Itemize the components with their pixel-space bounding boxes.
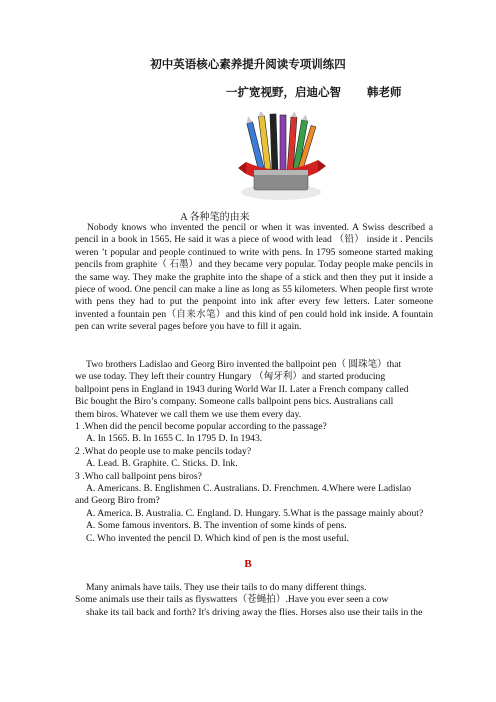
answer-options: A. Americans. B. Englishmen C. Australians. D. Frenchmen. 4.Where were Ladislao bbox=[86, 483, 412, 495]
paragraph-2-line: ballpoint pens in England in 1943 during World War II. Later a French company called bbox=[75, 383, 409, 395]
paragraph-1-text: Nobody knows who invented the pencil or when it was invented. A Swiss described a pencil in a book in 1565. He said it was a piece of wood with lead （铅） inside it . Pencils weren ’t popular and people continued to write with pens. In 1795 someone started making pencils from graphite（ 石墨）and they became very popular. Today people make pencils in the same way. They make the graphite into the shape of a stick and then they put it inside a piece of wood. One pencil can make a line as long as 55 kilometers. When people first wrote with pens they had to put the penpoint into ink after every few letters. Later someone invented a fountain pen（自来水笔）and this kind of pen could hold ink inside. A fountain pen can write several pages before you have to fill it again. bbox=[75, 222, 433, 333]
page-subtitle bbox=[226, 84, 402, 100]
subtitle-text: 一扩宽视野，启迪心智 bbox=[226, 85, 341, 99]
answer-options: A. America. B. Australia. C. England. D. Hungary. 5.What is the passage mainly about? bbox=[86, 507, 424, 519]
answer-options: A. Some famous inventors. B. The invention of some kinds of pens. bbox=[86, 520, 347, 532]
passage-a-paragraph-1 bbox=[75, 222, 433, 334]
paragraph-2-line: them biros. Whatever we call them we use them every day. bbox=[75, 408, 302, 420]
page-title: 初中英语核心素养提升阅读专项训练四 bbox=[150, 57, 346, 71]
pens-illustration bbox=[232, 112, 330, 204]
paragraph-2-line: we use today. They left their country Hungary （匈牙利）and started producing bbox=[75, 371, 386, 383]
answer-options: A. Lead. B. Graphite. C. Sticks. D. Ink. bbox=[86, 458, 238, 470]
section-a-heading: A 各种笔的由来 bbox=[180, 212, 250, 223]
section-b-heading: B bbox=[244, 558, 252, 570]
paragraph-2-line: Bic bought the Biro’s company. Someone calls ballpoint pens bics. Australians call bbox=[75, 396, 394, 408]
question-line: 3 .Who call ballpoint pens biros? bbox=[75, 470, 202, 482]
question-line: 2 .What do people use to make pencils today? bbox=[75, 445, 252, 457]
answer-options: C. Who invented the pencil D. Which kind of pen is the most useful. bbox=[86, 532, 349, 544]
passage-a-continuation bbox=[75, 359, 433, 545]
passage-b-line: Some animals use their tails as flyswatters（苍蝇拍）.Have you ever seen a cow bbox=[75, 594, 389, 606]
question-line: and Georg Biro from? bbox=[75, 495, 160, 507]
passage-b-line: Many animals have tails. They use their tails to do many different things. bbox=[86, 582, 367, 593]
answer-options: A. In 1565. B. In 1655 C. In 1795 D. In 1943. bbox=[86, 433, 263, 445]
author-name: 韩老师 bbox=[367, 85, 402, 99]
paragraph-2-line: Two brothers Ladislao and Georg Biro invented the ballpoint pen（ 圆珠笔）that bbox=[86, 359, 402, 370]
passage-b bbox=[75, 582, 433, 619]
question-line: 1 .When did the pencil become popular according to the passage? bbox=[75, 421, 327, 433]
passage-b-line: shake its tail back and forth? It's driving away the flies. Horses also use their tails in the bbox=[86, 606, 423, 618]
